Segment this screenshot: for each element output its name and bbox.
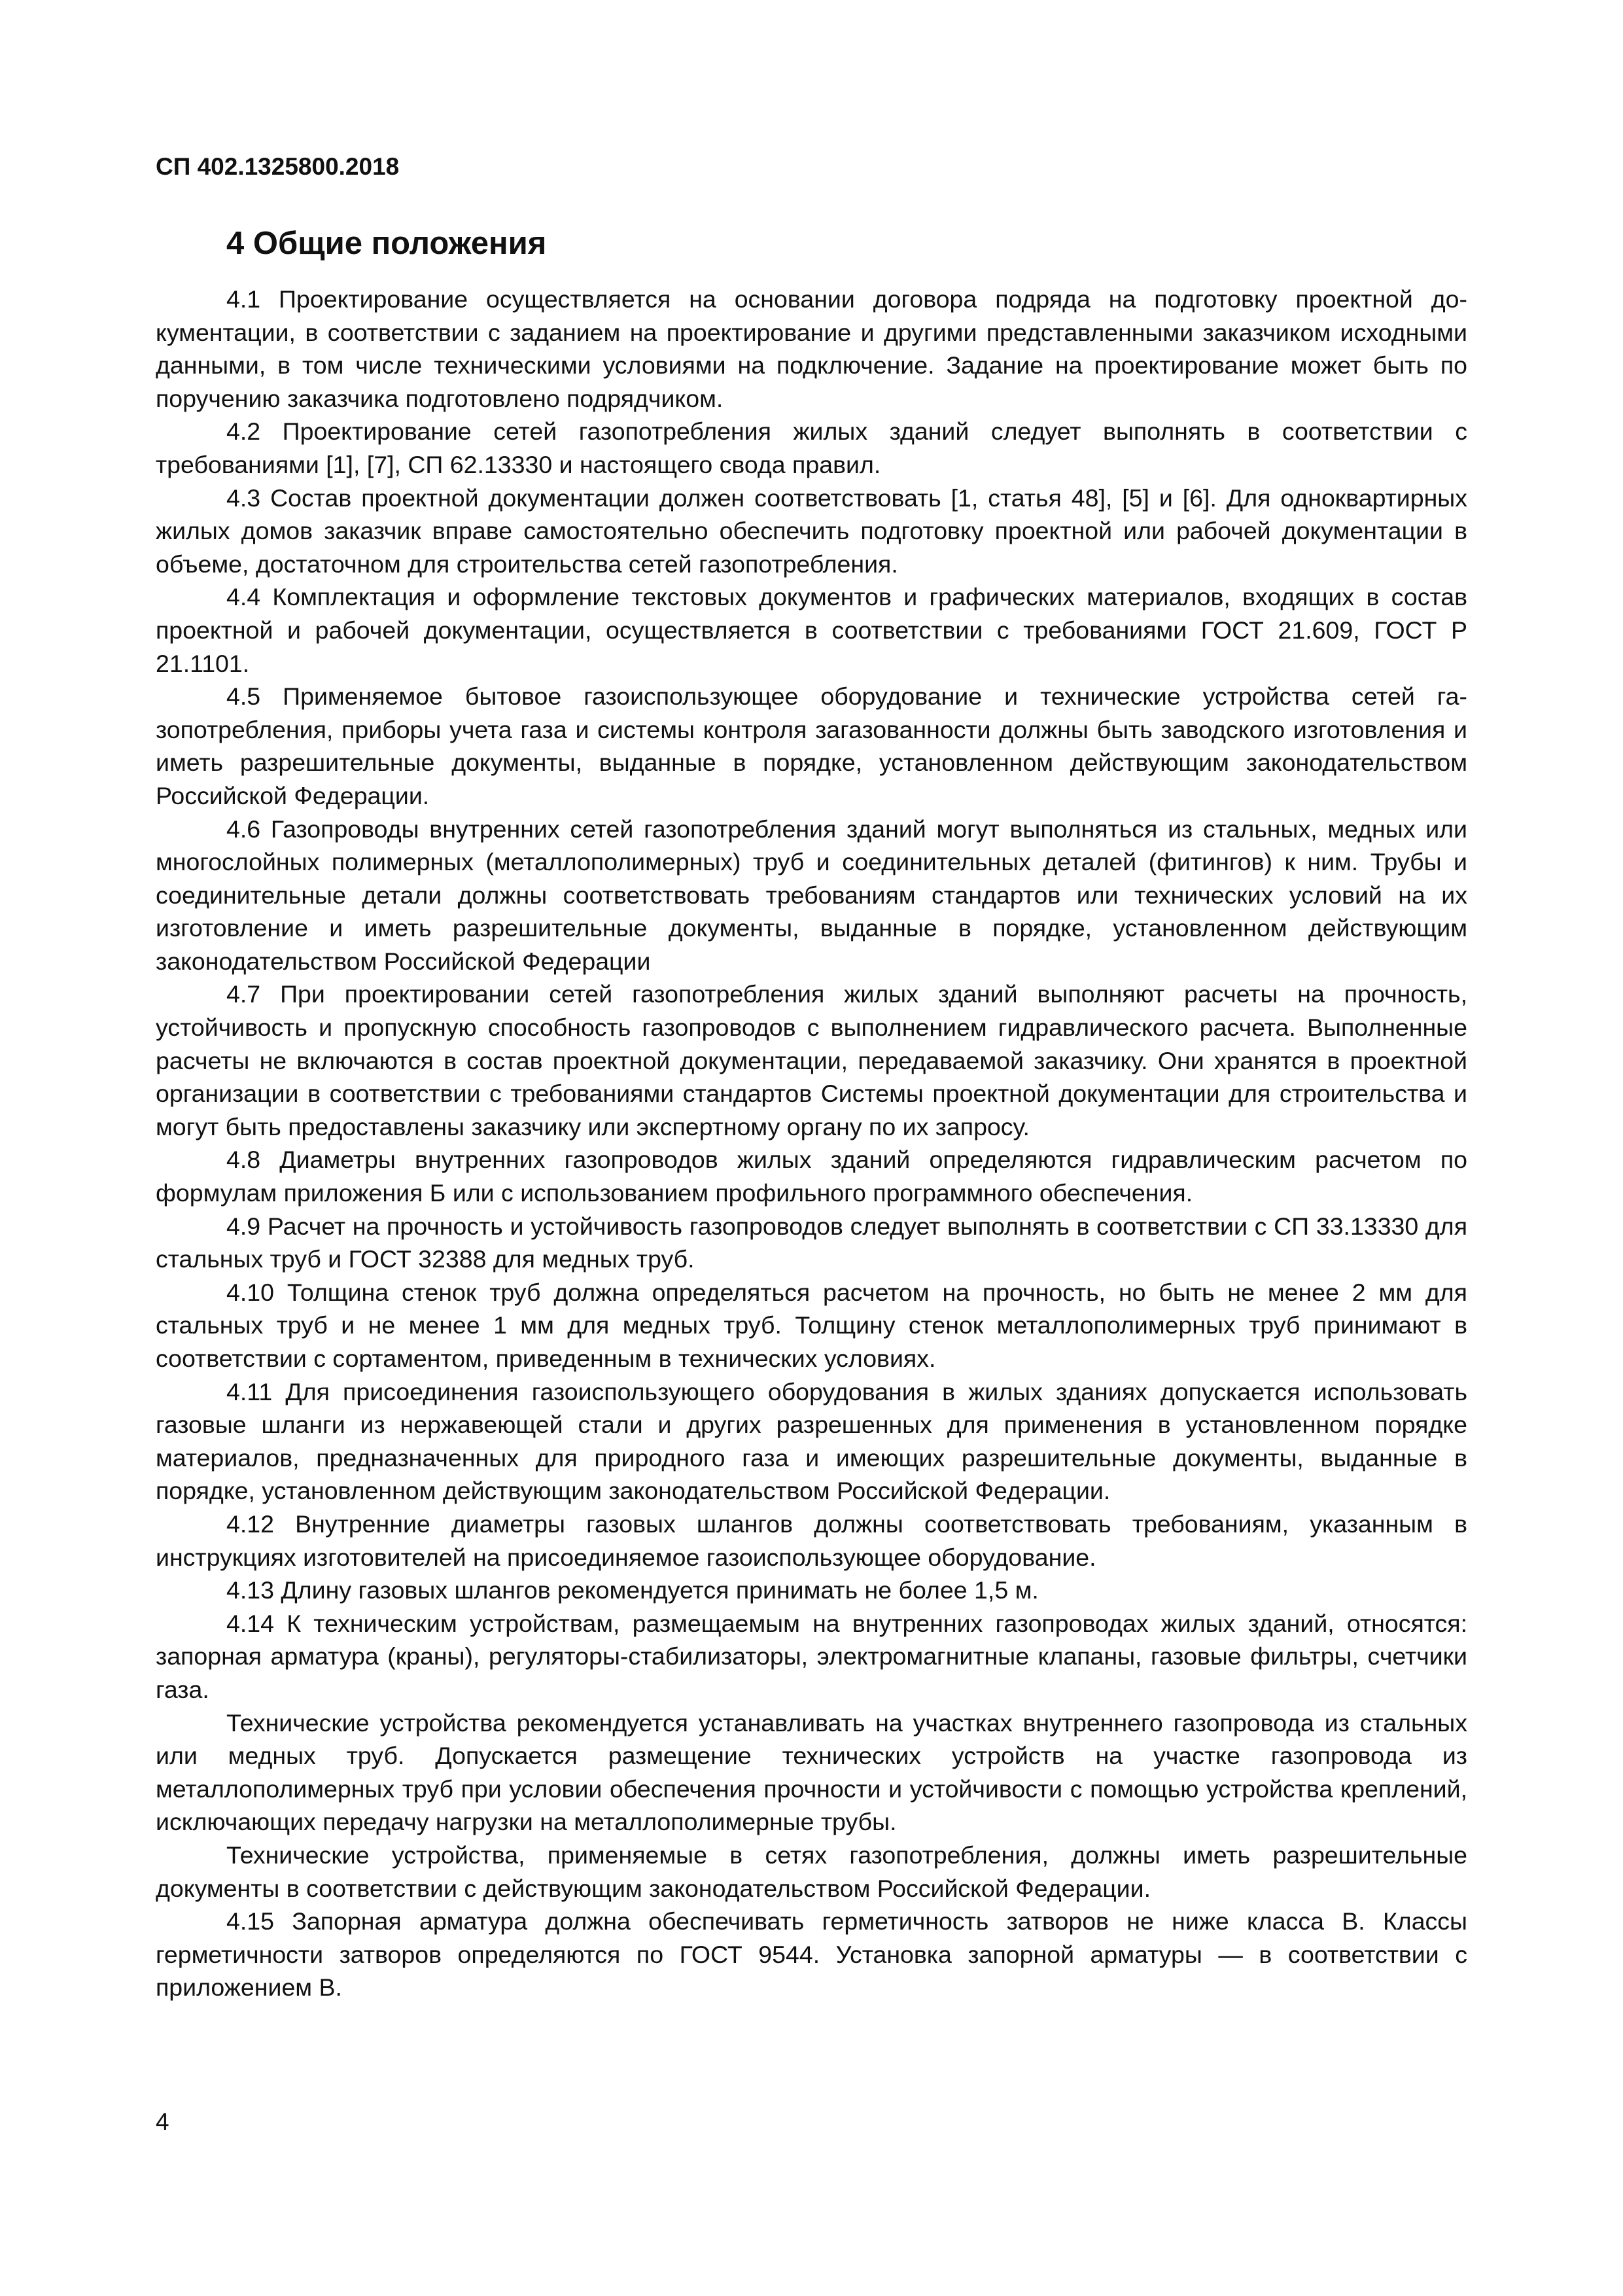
- paragraph-4-15: 4.15 Запорная арматура должна обеспечивать герметичность затворов не ниже класса В. Классы герметичности затворов определяются по ГОСТ 9544. Установка запорной арматуры — в соответствии с приложением В.: [156, 1907, 1467, 2002]
- paragraph-4-10: 4.10 Толщина стенок труб должна определяться расчетом на прочность, но быть не менее 2 мм для стальных труб и не менее 1 мм для медных труб. Толщину стенок металлополимерных труб принимают в соответствии с сортаментом, приведенным в технических условиях.: [156, 1278, 1467, 1372]
- paragraph-4-2: 4.2 Проектирование сетей газопотребления жилых зданий следует выполнять в соответствии с требованиями [1], [7], СП 62.13330 и настоящего свода правил.: [156, 417, 1467, 478]
- paragraph-4-5: 4.5 Применяемое бытовое газоиспользующее оборудование и технические устройства сетей газопотребления, приборы учета газа и системы контроля загазованности должны быть заводского изготовления и иметь разрешительные документы, выданные в порядке, установленном действующим законодательством Российской Федерации.: [156, 682, 1467, 809]
- paragraph-4-1: 4.1 Проектирование осуществляется на основании договора подряда на подготовку проектной документации, в соответствии с заданием на проектирование и другими представленными заказчиком исходными данными, в том числе техническими условиями на подключение. Задание на проектирование может быть по поручению заказчика подготовлено подрядчиком.: [156, 285, 1467, 412]
- paragraph-4-14-devices-placement: Технические устройства рекомендуется устанавливать на участках внутреннего газопровода из стальных или медных труб. Допускается размещение технических устройств на участке газопровода из металлополимерных труб при условии обеспечения прочности и устойчивости с помощью устройства креплений, исключающих передачу нагрузки на металлополимерные трубы.: [156, 1708, 1467, 1836]
- paragraph-4-3: 4.3 Состав проектной документации должен соответствовать [1, статья 48], [5] и [6]. Для одноквартирных жилых домов заказчик вправе самостоятельно обеспечить подготовку проектной или рабочей документации в объеме, достаточном для строительства сетей газопотребления.: [156, 484, 1467, 578]
- section-title: 4 Общие положения: [226, 226, 547, 261]
- page-number: 4: [156, 2108, 169, 2135]
- paragraph-4-11: 4.11 Для присоединения газоиспользующего оборудования в жилых зданиях допускается использовать газовые шланги из нержавеющей стали и других разрешенных для применения в установленном порядке материалов, предназначенных для природного газа и имеющих разрешительные документы, выданные в порядке, установленном действующим законодательством Российской Федерации.: [156, 1377, 1467, 1505]
- paragraph-4-7: 4.7 При проектировании сетей газопотребления жилых зданий выполняют расчеты на прочность, устойчивость и пропускную способность газопроводов с выполнением гидравлического расчета. Выполненные расчеты не включаются в состав проектной документации, передаваемой заказчику. Они хранятся в проектной организации в соответствии с требованиями стандартов Системы проектной документации для строительства и могут быть предоставлены заказчику или экспертному органу по их запросу.: [156, 980, 1467, 1140]
- document-code-header: СП 402.1325800.2018: [156, 153, 400, 180]
- paragraph-4-14-devices-permits: Технические устройства, применяемые в сетях газопотребления, должны иметь разрешительные документы в соответствии с действующим законодательством Российской Федерации.: [156, 1841, 1467, 1902]
- paragraph-4-13: 4.13 Длину газовых шлангов рекомендуется принимать не более 1,5 м.: [226, 1576, 1039, 1604]
- paragraph-4-4: 4.4 Комплектация и оформление текстовых документов и графических материалов, входящих в состав проектной и рабочей документации, осуществляется в соответствии с требованиями ГОСТ 21.609, ГОСТ Р 21.1101.: [156, 583, 1467, 677]
- document-page: [156, 150, 1467, 2004]
- paragraph-4-12: 4.12 Внутренние диаметры газовых шлангов должны соответствовать требованиям, указанным в инструкциях изготовителей на присоединяемое газоиспользующее оборудование.: [156, 1510, 1467, 1571]
- paragraph-4-6: 4.6 Газопроводы внутренних сетей газопотребления зданий могут выполняться из стальных, медных или многослойных полимерных (металлополимерных) труб и соединительных деталей (фитингов) к ним. Трубы и соединительные детали должны соответствовать требованиям стандартов или технических условий на их изготовление и иметь разрешительные документы, выданные в порядке, установленном действующим законодательством Российской Федерации: [156, 815, 1467, 975]
- section-body: [156, 283, 1467, 2004]
- paragraph-4-9: 4.9 Расчет на прочность и устойчивость газопроводов следует выполнять в соответствии с СП 33.13330 для стальных труб и ГОСТ 32388 для медных труб.: [156, 1212, 1467, 1273]
- paragraph-4-14: 4.14 К техническим устройствам, размещаемым на внутренних газопроводах жилых зданий, относятся: запорная арматура (краны), регуляторы-стабилизаторы, электромагнитные клапаны, газовые фильтры, счетчики газа.: [156, 1609, 1467, 1703]
- paragraph-4-8: 4.8 Диаметры внутренних газопроводов жилых зданий определяются гидравлическим расчетом по формулам приложения Б или с использованием профильного программного обеспечения.: [156, 1146, 1467, 1207]
